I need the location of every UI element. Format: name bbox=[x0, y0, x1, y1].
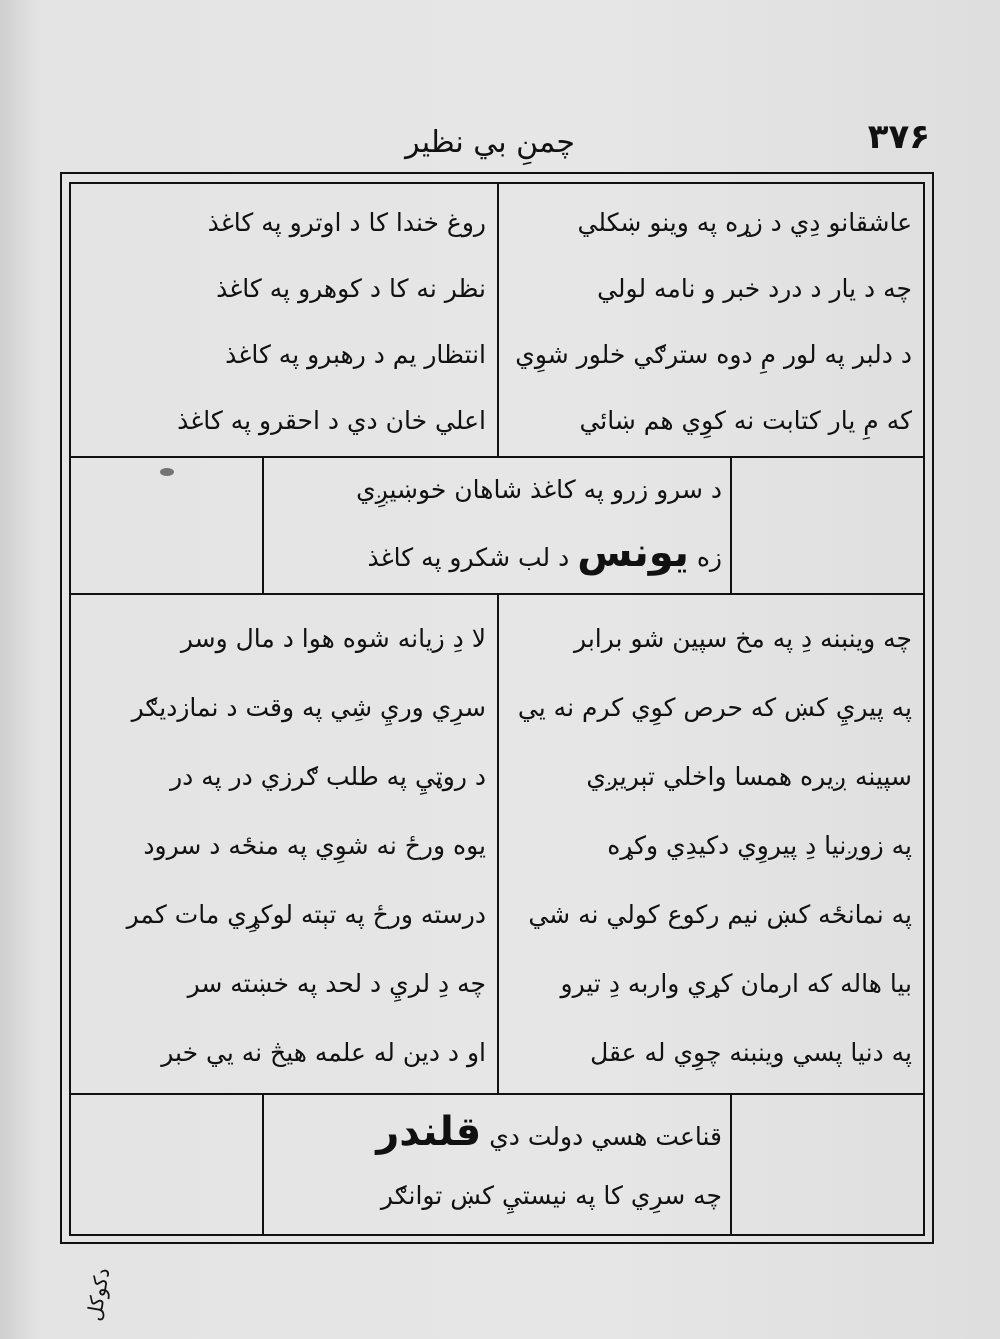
verse-line: په نمانځه کښ نيم رکوع کولي نه شي bbox=[528, 900, 912, 929]
term-qalandar: قلندر bbox=[376, 1109, 482, 1155]
block2-right-column bbox=[512, 604, 912, 1087]
block1-right-column bbox=[512, 190, 912, 454]
poet-name-yunus: يونس bbox=[577, 530, 689, 576]
center2-line1-prefix: قناعت هسي دولت دي bbox=[489, 1122, 722, 1151]
center1-line2-suffix: د لب شکرو په کاغذ bbox=[367, 543, 570, 572]
center2-line1 bbox=[272, 1100, 722, 1164]
divider-center2-right bbox=[730, 1093, 732, 1236]
verse-line: چه دِ لريِ د لحد په خښته سر bbox=[187, 969, 486, 998]
verse-line: په زوږنيا دِ پيروِي دکيدِي وکړه bbox=[607, 831, 912, 860]
verse-line: چه د يار د درد خبر و نامه لولي bbox=[597, 274, 912, 303]
page-number: ۳۷۶ bbox=[867, 117, 930, 157]
running-header-title: چمنِ بي نظير bbox=[405, 125, 575, 160]
divider-center1-right bbox=[730, 456, 732, 593]
verse-line: په دنيا پسي وينبنه چوِي له عقل bbox=[590, 1038, 912, 1067]
verse-line: د روټيِ په طلب ګرزي در په در bbox=[170, 762, 486, 791]
ink-smudge bbox=[160, 468, 174, 476]
verse-line: روغ خندا کا د اوترو په کاغذ bbox=[207, 208, 486, 237]
verse-line: درسته ورځ په تېته لوکړِي مات کمر bbox=[126, 900, 486, 929]
verse-line: يوه ورځ نه شوِي په منځه د سرود bbox=[143, 831, 486, 860]
verse-line: انتظار يم د رهبرو په کاغذ bbox=[225, 340, 486, 369]
center-couplet-1 bbox=[272, 462, 722, 588]
verse-line: چه وينبنه دِ په مخ سپين شو برابر bbox=[574, 624, 912, 653]
verse-line: لا دِ زيانه شوه هوا د مال وسر bbox=[180, 624, 486, 653]
divider-block1-middle bbox=[497, 182, 499, 456]
center1-line2 bbox=[272, 518, 722, 588]
block2-left-column bbox=[78, 604, 486, 1087]
verse-line: په پيريِ کښ که حرص کوِي کرم نه يي bbox=[517, 693, 912, 722]
divider-top-block bbox=[69, 456, 925, 458]
center2-line2: چه سرِي کا په نيستيِ کښ توانګر bbox=[380, 1181, 722, 1210]
divider-block2-middle bbox=[497, 593, 499, 1093]
verse-line: بيا هاله که ارمان کړي واربه دِ تيرو bbox=[560, 969, 912, 998]
verse-line: اعلي خان دي د احقرو په کاغذ bbox=[177, 406, 486, 435]
divider-center2-left bbox=[262, 1093, 264, 1236]
center1-line2-prefix: زه bbox=[696, 543, 722, 572]
block1-left-column bbox=[78, 190, 486, 454]
catchword-note: دکوکل bbox=[81, 1265, 115, 1323]
verse-line: د دلبر په لور مِ دوه سترګي خلور شوِي bbox=[515, 340, 912, 369]
verse-line: او د دين له علمه هيڅ نه يي خبر bbox=[161, 1038, 486, 1067]
verse-line: سپينه ږيره همسا واخلي تېريږي bbox=[586, 762, 912, 791]
verse-line: که مِ يار کتابت نه کوِي هم ښائي bbox=[579, 406, 912, 435]
center1-line1: د سرو زرو په کاغذ شاهان خوښيږِي bbox=[356, 475, 722, 504]
verse-line: سرِي وريِ شِي په وقت د نمازديګر bbox=[131, 693, 486, 722]
divider-center1-left bbox=[262, 456, 264, 593]
center-couplet-2 bbox=[272, 1100, 722, 1228]
verse-line: نظر نه کا د کوهرو په کاغذ bbox=[216, 274, 486, 303]
verse-line: عاشقانو دِي د زړه په وينو ښکلي bbox=[577, 208, 912, 237]
divider-center2-top bbox=[69, 1093, 925, 1095]
